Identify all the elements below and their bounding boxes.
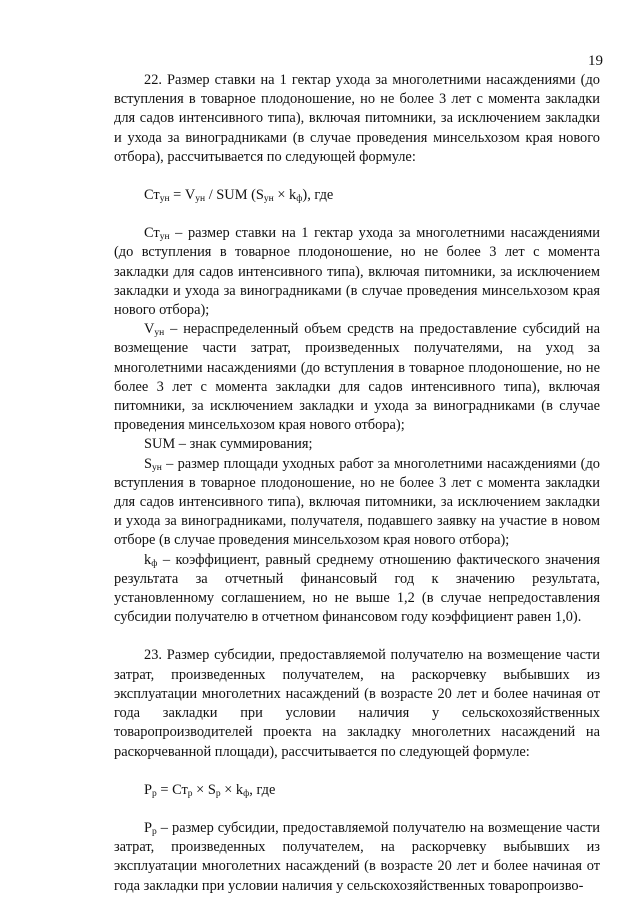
definition-subscript: ун [152, 462, 162, 473]
formula-22 [114, 186, 600, 205]
section-23-intro: 23. Размер субсидии, предоставляемой получателю на возмещение части затрат, произведенных получателем, на раскорчевку выбывших из эксплуатации многолетних насаждений (в возрасте 20 лет и более начиная от года закладки при условии наличия у сельскохозяйственных товаропроизводителей проекта на закладку многолетних насаждений на раскорчеванной площади), рассчитывается по следующей формуле: [114, 647, 600, 760]
formula-23-sub-c: р [215, 788, 221, 799]
formula-22-sub-d: ф [296, 194, 303, 205]
definition-text: – размер ставки на 1 гектар ухода за многолетними насаждениями (до вступления в товарное плодоношение, но не более 3 лет с момента закладки для садов интенсивного типа), включая питомники, за исключением закладки и ухода за виноградниками (в случае проведения минсельхозом края нового отбора); [114, 225, 600, 319]
formula-22-sub-a: ун [159, 194, 170, 205]
formula-23-sub-d: ф [243, 788, 250, 799]
formula-23 [114, 781, 600, 800]
formula-22-part-c: / SUM (S [205, 187, 264, 204]
definition-symbol: Ст [144, 225, 160, 242]
definition-text: – размер субсидии, предоставляемой получателю на возмещение части затрат, произведенных получателем, на раскорчевку выбывших из эксплуатации многолетних насаждений (в возрасте 20 лет и более начиная от года закладки при условии наличия у сельскохозяйственных товаропроизво- [114, 819, 600, 894]
definition-text: – нераспределенный объем средств на предоставление субсидий на возмещение части затрат, произведенных получателями, на уход за многолетними насаждениями (до вступления в товарное плодоношение, но не более 3 лет с момента закладки для садов интенсивного типа), включая питомники, за исключением закладки и ухода за виноградниками (в случае проведения минсельхозом края нового отбора); [114, 321, 600, 434]
definition-symbol: S [144, 455, 153, 472]
formula-22-part-e: ), где [302, 187, 334, 204]
definition-text: – коэффициент, равный среднему отношению фактического значения результата за отчетный финансовый год к значению результата, установленному соглашением, но не выше 1,2 (в случае непредоставления субсидии получателю в отчетном финансовом году коэффициент равен 1,0). [114, 551, 600, 626]
formula-22-part-d: × k [273, 187, 297, 204]
definition-subscript: ун [154, 328, 165, 339]
formula-22-part-b: = V [169, 187, 196, 204]
spacer [114, 167, 600, 186]
formula-22-sub-b: ун [195, 194, 206, 205]
definition-symbol: k [144, 551, 152, 568]
formula-22-part-a: Ст [144, 187, 160, 204]
definition-text: – размер площади уходных работ за многолетними насаждениями (до вступления в товарное плодоношение, но не более 3 лет с момента закладки для садов интенсивного типа), включая питомники, за исключением закладки и ухода за виноградниками, получателя, подавшего заявку на участие в новом отборе (в случае проведения минсельхозом края нового отбора); [114, 455, 600, 549]
definition-symbol: V [144, 321, 155, 338]
definition-symbol: Р [144, 819, 153, 836]
formula-23-part-d: × k [220, 781, 244, 798]
formula-23-sub-a: р [152, 788, 157, 799]
definition-p [114, 819, 600, 896]
page-number: 19 [588, 53, 603, 69]
spacer [114, 762, 600, 781]
formula-23-part-a: Р [144, 781, 153, 798]
definition-st [114, 224, 600, 320]
formula-22-sub-c: ун [263, 194, 274, 205]
definition-s [114, 455, 600, 551]
formula-23-sub-b: р [187, 788, 193, 799]
definition-subscript: ун [159, 232, 170, 243]
spacer [114, 800, 600, 819]
definition-subscript: р [152, 826, 157, 837]
document-body [114, 71, 600, 896]
definition-sum: SUM – знак суммирования; [144, 436, 313, 453]
formula-23-part-b: = Ст [156, 781, 188, 798]
definition-v [114, 320, 600, 435]
spacer [114, 205, 600, 224]
section-22-intro: 22. Размер ставки на 1 гектар ухода за многолетними насаждениями (до вступления в товарное плодоношение, но не более 3 лет с момента закладки для садов интенсивного типа), включая питомники, за исключением закладки и ухода за виноградниками (в случае проведения минсельхозом края нового отбора), рассчитывается по следующей формуле: [114, 72, 600, 165]
formula-23-part-c: × S [192, 781, 216, 798]
definition-subscript: ф [151, 558, 158, 569]
spacer [114, 627, 600, 646]
definition-k [114, 551, 600, 628]
formula-23-part-e: , где [249, 781, 276, 798]
